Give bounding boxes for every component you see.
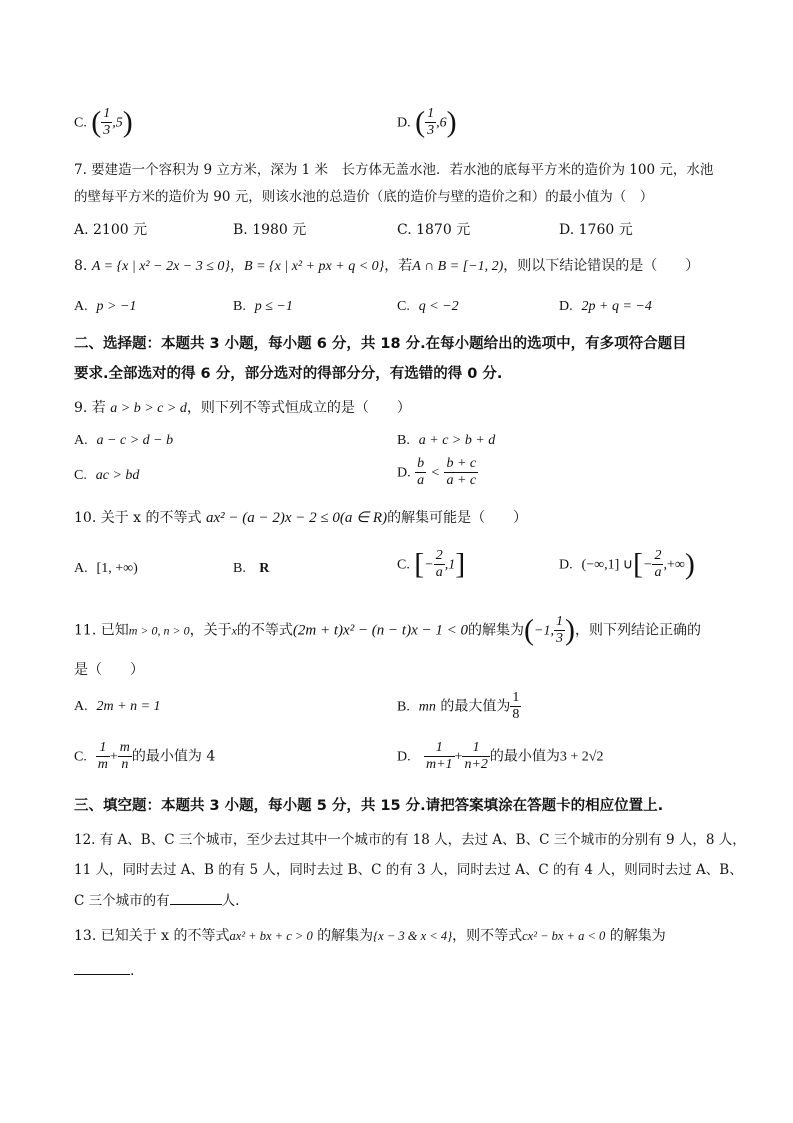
q8-option-a: A. p > −1 bbox=[74, 299, 137, 314]
q10-option-a: A. [1, +∞) bbox=[74, 561, 138, 576]
q8-option-b: B. p ≤ −1 bbox=[233, 299, 293, 314]
q11-option-a: A. 2m + n = 1 bbox=[74, 699, 161, 714]
q10-option-c: C. [− $\frac{2}{a}$ ,1] bbox=[397, 547, 466, 581]
q12-stem-line1: 12. 有 A、B、C 三个城市，至少去过其中一个城市的有 18 人，去过 A、B、C 三个城市的分别有 9 人，8 人， bbox=[74, 832, 746, 848]
q7-option-a: A. 2100 元 bbox=[74, 222, 148, 238]
option-label: D. bbox=[397, 115, 411, 131]
q9-option-a: A. a − c > d − b bbox=[74, 433, 174, 448]
q11-stem: 11. 已知m > 0, n > 0，关于x的不等式(2m + t)x² − (n − t)x − 1 < 0的解集为(−1, $\frac{1}{3}$ )，则下列结论正确的 bbox=[74, 613, 701, 647]
answer-blank[interactable] bbox=[74, 960, 130, 975]
q8-stem: 8. A = {x | x² − 2x − 3 ≤ 0}，B = {x | x² + px + q < 0}，若A ∩ B = [−1, 2)，则以下结论错误的是（ ） bbox=[74, 258, 700, 274]
q12-stem-line3: C 三个城市的有 人. bbox=[74, 890, 239, 911]
fraction: $\frac{2}{a}$ bbox=[654, 548, 662, 580]
q7-stem-line1: 7. 要建造一个容积为 9 立方米，深为 1 米 长方体无盖水池．若水池的底每平方米的造价为 100 元，水池 bbox=[74, 162, 714, 178]
q11-option-b: B. mn 的最大值为 $\frac{1}{8}$ bbox=[397, 690, 520, 722]
q6-option-c: C. ( $\frac{1}{3}$ ,5) bbox=[74, 105, 133, 139]
fraction: $\frac{m}{n}$ bbox=[119, 740, 130, 772]
set-b: B = {x | x² + px + q < 0} bbox=[244, 259, 385, 274]
q10-option-d: D. (−∞,1] ∪[− $\frac{2}{a}$ ,+∞) bbox=[559, 547, 695, 581]
fraction: $\frac{1}{m+1}$ bbox=[425, 740, 453, 772]
q7-option-d: D. 1760 元 bbox=[559, 222, 633, 238]
fraction: $\frac{1}{m}$ bbox=[97, 740, 108, 772]
q13-stem: 13. 已知关于 x 的不等式ax² + bx + c > 0 的解集为{x − 3 & x < 4}，则不等式cx² − bx + a < 0 的解集为 bbox=[74, 928, 666, 944]
q9-option-d: D. $\frac{b}{a}$ < $\frac{b + c}{a + c}$ bbox=[397, 456, 477, 488]
fraction: $\frac{b}{a}$ bbox=[417, 456, 425, 488]
fraction: $\frac{2}{a}$ bbox=[435, 548, 443, 580]
set-a: A = {x | x² − 2x − 3 ≤ 0} bbox=[91, 259, 231, 274]
q11-stem-line2: 是（ ） bbox=[74, 662, 144, 678]
q7-option-c: C. 1870 元 bbox=[397, 222, 471, 238]
section2-heading-line1: 二、选择题：本题共 3 小题，每小题 6 分，共 18 分.在每小题给出的选项中，有多项符合题目 bbox=[74, 336, 687, 352]
fraction: $\frac{b + c}{a + c}$ bbox=[446, 456, 477, 488]
q13-answer-line: . bbox=[74, 960, 134, 981]
q8-option-d: D. 2p + q = −4 bbox=[559, 299, 652, 314]
option-label: C. bbox=[74, 115, 87, 131]
fraction: $\frac{1}{3}$ bbox=[427, 106, 435, 138]
q9-option-b: B. a + c > b + d bbox=[397, 433, 496, 448]
q9-option-c: C. ac > bd bbox=[74, 468, 140, 483]
fraction: $\frac{1}{8}$ bbox=[512, 690, 520, 722]
q12-stem-line2: 11 人，同时去过 A、B 的有 5 人，同时去过 B、C 的有 3 人，同时去过 A、C 的有 4 人，则同时去过 A、B、 bbox=[74, 862, 743, 878]
fraction: $\frac{1}{3}$ bbox=[555, 614, 563, 646]
fraction: $\frac{1}{3}$ bbox=[103, 106, 111, 138]
q9-stem: 9. 若 a > b > c > d，则下列不等式恒成立的是（ ） bbox=[74, 400, 411, 416]
section3-heading: 三、填空题：本题共 3 小题，每小题 5 分，共 15 分.请把答案填涂在答题卡的相应位置上. bbox=[74, 798, 664, 814]
q7-stem-line2: 的壁每平方米的造价为 90 元，则该水池的总造价（底的造价与壁的造价之和）的最小值为（ ） bbox=[74, 189, 654, 205]
intersection: A ∩ B = [−1, 2) bbox=[412, 259, 504, 274]
q7-option-b: B. 1980 元 bbox=[233, 222, 307, 238]
q11-option-c: C. $\frac{1}{m}$ + $\frac{m}{n}$ 的最小值为 4 bbox=[74, 740, 216, 772]
section2-heading-line2: 要求.全部选对的得 6 分，部分选对的得部分分，有选错的得 0 分. bbox=[74, 366, 503, 382]
q10-option-b: B. R bbox=[233, 561, 270, 576]
q10-stem: 10. 关于 x 的不等式 ax² − (a − 2)x − 2 ≤ 0(a ∈ R)的解集可能是（ ） bbox=[74, 510, 528, 526]
answer-blank[interactable] bbox=[170, 890, 222, 905]
fraction: $\frac{1}{n+2}$ bbox=[464, 740, 488, 772]
q11-option-d: D. $\frac{1}{m+1}$ + $\frac{1}{n+2}$ 的最小值为3 + 2√2 bbox=[397, 740, 604, 772]
q8-option-c: C. q < −2 bbox=[397, 299, 459, 314]
q6-option-d: D. ( $\frac{1}{3}$ ,6) bbox=[397, 105, 457, 139]
